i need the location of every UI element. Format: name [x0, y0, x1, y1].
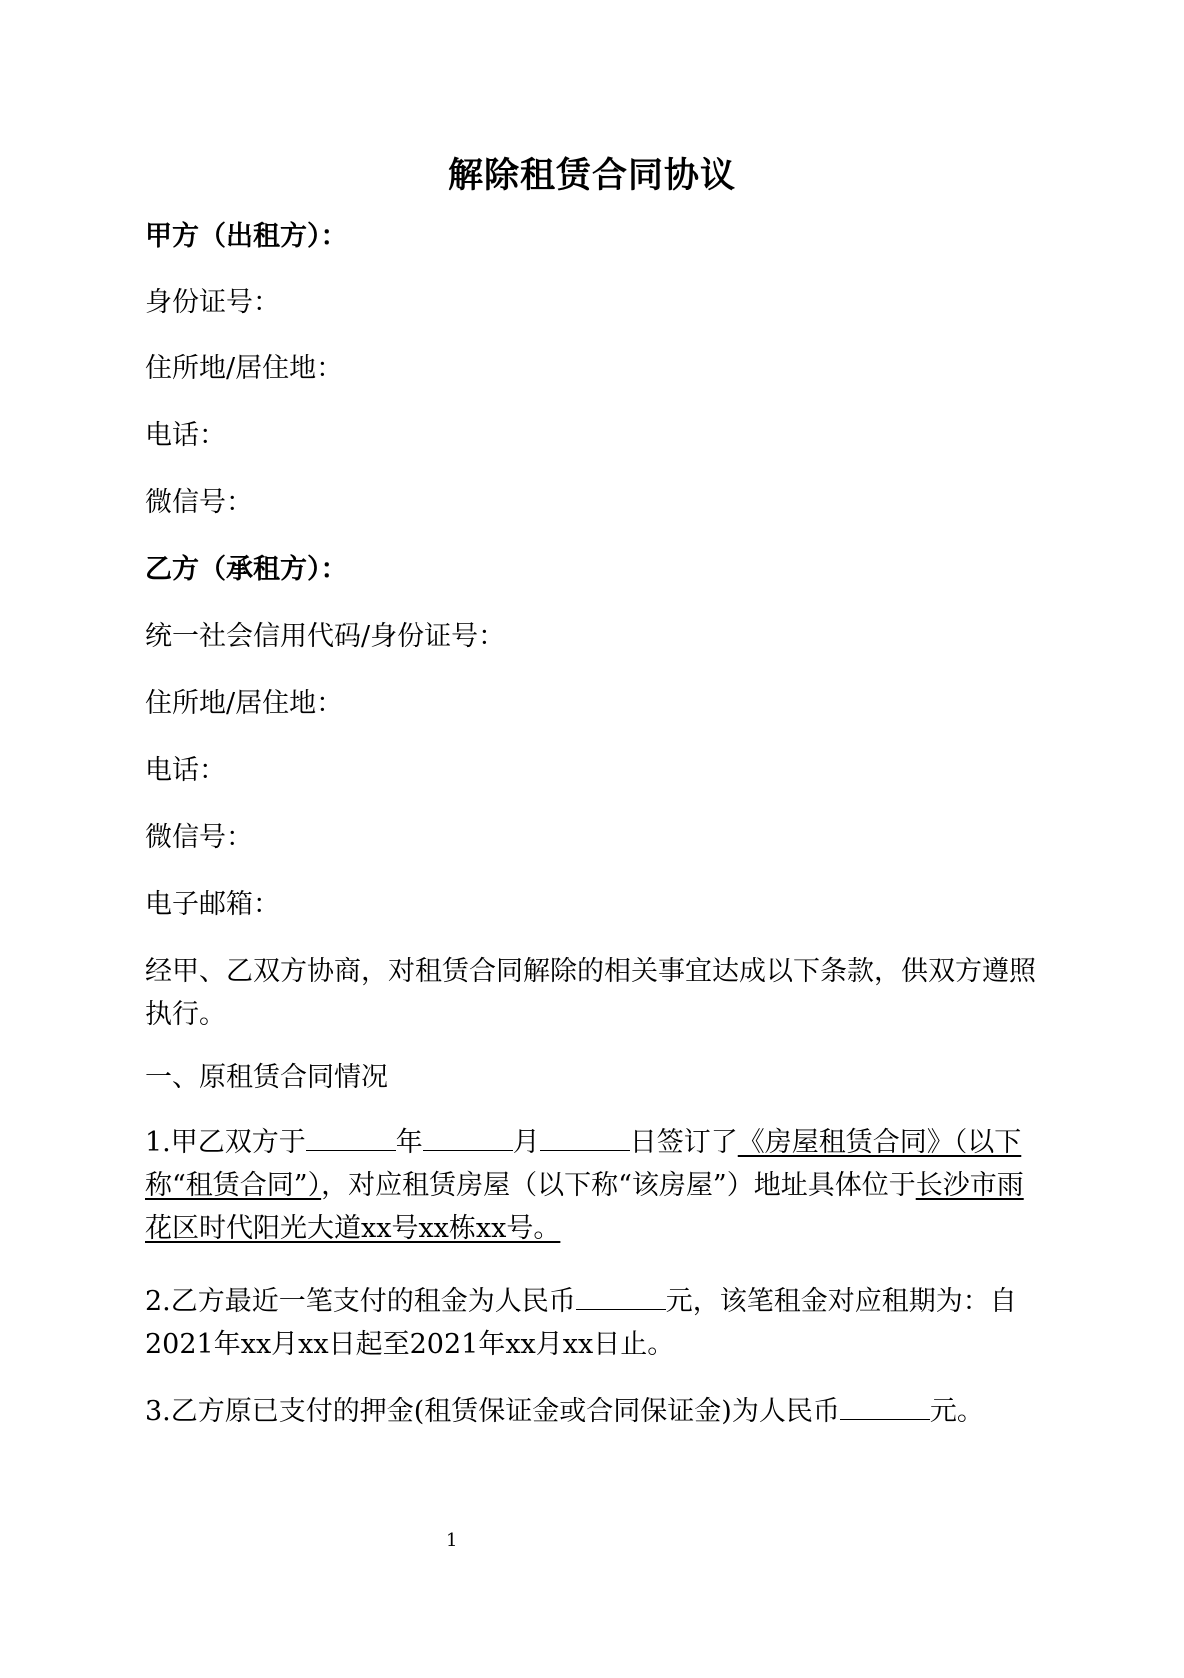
section-1-item-2 — [145, 1280, 1045, 1366]
deposit-amount-blank — [840, 1393, 930, 1420]
section-1-item-3 — [145, 1390, 1045, 1433]
item3-prefix: 3.乙方原已支付的押金(租赁保证金或合同保证金)为人民币 — [145, 1396, 840, 1427]
item2-prefix: 2.乙方最近一笔支付的租金为人民币 — [145, 1286, 576, 1317]
party-b-address-label: 住所地/居住地： — [145, 688, 344, 719]
party-b-heading: 乙方（承租方）： — [145, 554, 348, 585]
party-a-heading: 甲方（出租方）： — [145, 221, 348, 252]
rent-amount-blank — [576, 1283, 666, 1310]
item2-suffix: 元，该笔租金对应租期为：自2021年xx月xx日起至2021年xx月xx日止。 — [145, 1286, 1017, 1360]
party-a-id-label: 身份证号： — [145, 287, 280, 318]
party-a-address-label: 住所地/居住地： — [145, 353, 344, 384]
item1-day: 日签订了 — [629, 1127, 738, 1158]
section-1-item-1 — [145, 1121, 1045, 1250]
party-b-wechat-label: 微信号： — [145, 822, 253, 853]
party-a-wechat-label: 微信号： — [145, 487, 253, 518]
section-1-heading: 一、原租赁合同情况 — [145, 1062, 388, 1093]
party-b-id-label: 统一社会信用代码/身份证号： — [145, 621, 506, 652]
property-address: 长沙市雨花区时代阳光大道xx号xx栋xx号。 — [145, 1170, 1024, 1244]
year-blank — [306, 1124, 396, 1151]
month-blank — [423, 1124, 513, 1151]
item1-month: 月 — [512, 1127, 540, 1158]
item3-suffix: 元。 — [929, 1396, 984, 1427]
party-b-phone-label: 电话： — [145, 755, 226, 786]
intro-paragraph: 经甲、乙双方协商，对租赁合同解除的相关事宜达成以下条款，供双方遵照执行。 — [145, 956, 1036, 1030]
party-b-email-label: 电子邮箱： — [145, 889, 280, 920]
item1-mid: ，对应租赁房屋（以下称“该房屋”）地址具体位于 — [321, 1170, 916, 1201]
item1-prefix: 1.甲乙双方于 — [145, 1127, 306, 1158]
day-blank — [540, 1124, 630, 1151]
document-title: 解除租赁合同协议 — [447, 155, 736, 196]
item1-year: 年 — [395, 1127, 423, 1158]
page-number: 1 — [446, 1530, 458, 1551]
party-a-phone-label: 电话： — [145, 420, 226, 451]
contract-name: 《房屋租赁合同》（以下称“租赁合同”） — [145, 1127, 1022, 1201]
